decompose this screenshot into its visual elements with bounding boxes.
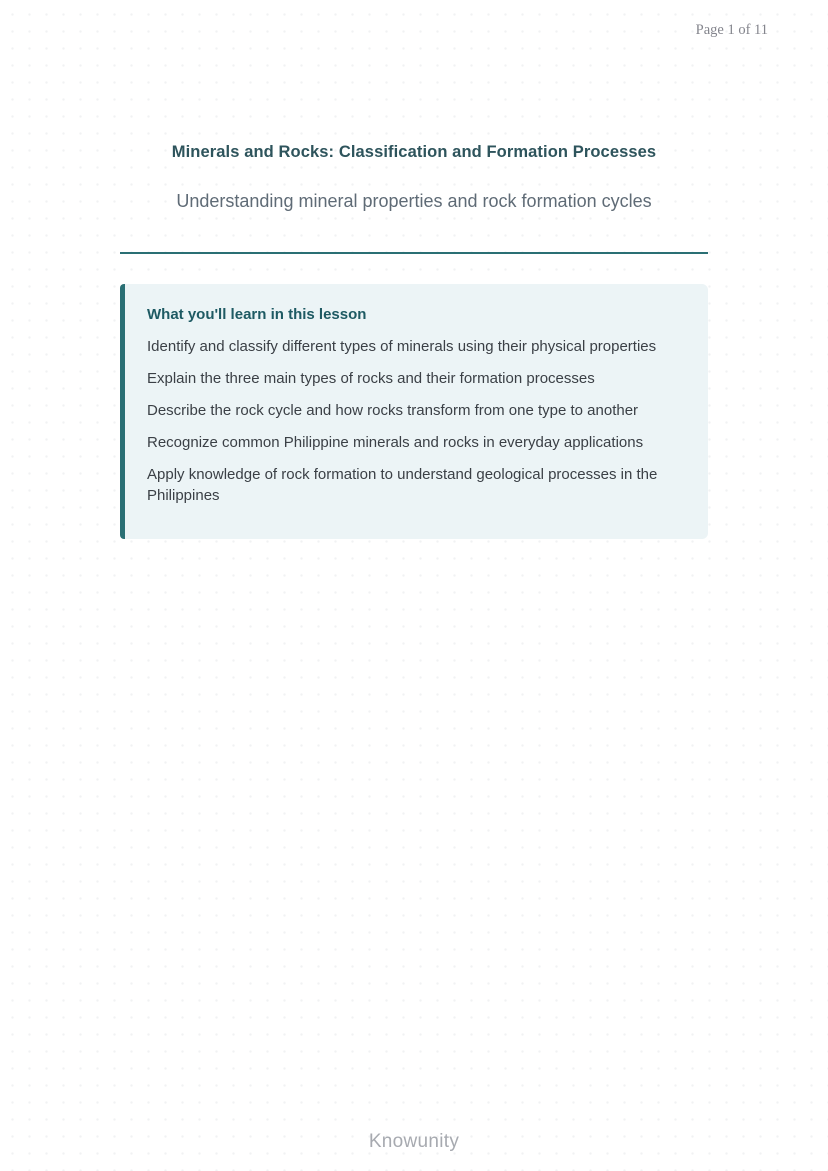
lesson-objectives-list (147, 336, 680, 506)
lesson-objective: Explain the three main types of rocks and their formation processes (147, 370, 595, 387)
lesson-objective: Identify and classify different types of minerals using their physical properties (147, 338, 657, 355)
divider-line (120, 252, 708, 254)
lesson-objective: Apply knowledge of rock formation to understand geological processes in the Philippines (147, 466, 658, 504)
lesson-objective: Describe the rock cycle and how rocks transform from one type to another (147, 402, 639, 419)
footer-brand: Knowunity (368, 1131, 460, 1152)
page-subtitle: Understanding mineral properties and rock formation cycles (176, 191, 652, 211)
lesson-objectives-box (120, 284, 708, 539)
lesson-objective: Recognize common Philippine minerals and rocks in everyday applications (147, 434, 644, 451)
page-indicator: Page 1 of 11 (695, 22, 768, 38)
page-content (120, 0, 708, 539)
lesson-box-heading: What you'll learn in this lesson (147, 306, 367, 323)
page-title: Minerals and Rocks: Classification and Formation Processes (171, 143, 657, 161)
